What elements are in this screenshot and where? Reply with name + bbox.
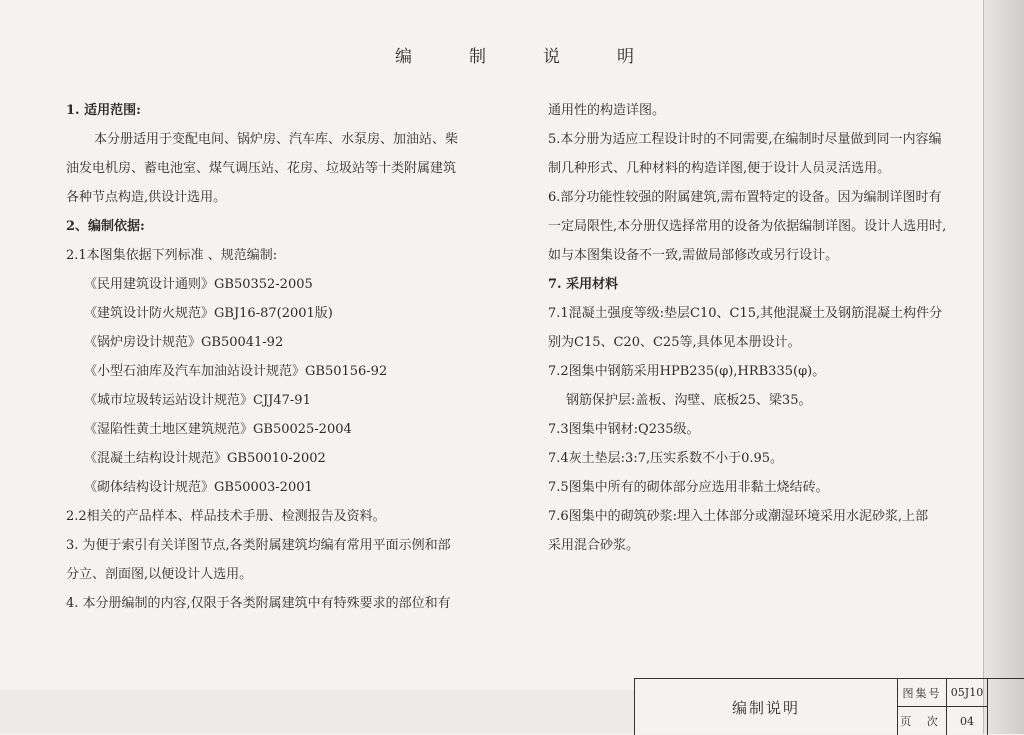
page-number-value: 04 — [947, 707, 988, 735]
page-number-label: 页 次 — [898, 707, 947, 735]
text-line: 4. 本分册编制的内容,仅限于各类附属建筑中有特殊要求的部位和有 — [66, 596, 451, 611]
text-line: 7.2图集中钢筋采用HPB235(φ),HRB335(φ)。 — [548, 364, 826, 379]
text-line: 5.本分册为适应工程设计时的不同需要,在编制时尽量做到同一内容编 — [548, 132, 942, 147]
text-line: 如与本图集设备不一致,需做局部修改或另行设计。 — [548, 248, 839, 263]
text-line: 2.1本图集依据下列标准 、规范编制: — [66, 248, 278, 263]
text-line: 各种节点构造,供设计选用。 — [66, 190, 227, 205]
drawing-name: 编制说明 — [635, 679, 898, 735]
text-line: 别为C15、C20、C25等,具体见本册设计。 — [548, 335, 801, 350]
title-char: 制 — [469, 47, 487, 67]
text-line: 7.6图集中的砌筑砂浆:埋入土体部分或潮湿环境采用水泥砂浆,上部 — [548, 509, 929, 524]
standard-reference: 《砌体结构设计规范》GB50003-2001 — [84, 480, 313, 495]
atlas-number-label: 图集号 — [898, 679, 947, 707]
title-char: 编 — [395, 47, 413, 67]
text-line: 油发电机房、蓄电池室、煤气调压站、花房、垃圾站等十类附属建筑 — [66, 161, 457, 176]
title-char: 明 — [617, 47, 635, 67]
text-line: 6.部分功能性较强的附属建筑,需布置特定的设备。因为编制详图时有 — [548, 190, 942, 205]
standard-reference: 《民用建筑设计通则》GB50352-2005 — [84, 277, 313, 292]
drawing-title-block — [634, 678, 1024, 735]
text-line: 本分册适用于变配电间、锅炉房、汽车库、水泵房、加油站、柴 — [94, 132, 459, 147]
page-binding-edge — [983, 0, 1024, 734]
text-line: 3. 为便于索引有关详图节点,各类附属建筑均编有常用平面示例和部 — [66, 538, 451, 553]
scan-bottom-strip — [0, 690, 634, 734]
text-line: 采用混合砂浆。 — [548, 538, 640, 553]
atlas-number-value: 05J10 — [947, 679, 988, 707]
text-line: 钢筋保护层:盖板、沟壁、底板25、梁35。 — [566, 393, 812, 408]
standard-reference: 《建筑设计防火规范》GBJ16-87(2001版) — [84, 306, 333, 321]
standard-reference: 《混凝土结构设计规范》GB50010-2002 — [84, 451, 326, 466]
title-char: 说 — [543, 47, 561, 67]
section-heading: 1. 适用范围: — [66, 103, 141, 118]
text-line: 2.2相关的产品样本、样品技术手册、检测报告及资料。 — [66, 509, 386, 524]
page-title — [395, 42, 635, 67]
text-line: 7.3图集中钢材:Q235级。 — [548, 422, 700, 437]
text-line: 7.1混凝土强度等级:垫层C10、C15,其他混凝土及钢筋混凝土构件分 — [548, 306, 943, 321]
text-line: 7.5图集中所有的砌体部分应选用非黏土烧结砖。 — [548, 480, 829, 495]
text-line: 制几种形式、几种材料的构造详图,便于设计人员灵活选用。 — [548, 161, 891, 176]
text-line: 一定局限性,本分册仅选择常用的设备为依据编制详图。设计人选用时, — [548, 219, 947, 234]
standard-reference: 《湿陷性黄土地区建筑规范》GB50025-2004 — [84, 422, 352, 437]
text-line: 7.4灰土垫层:3:7,压实系数不小于0.95。 — [548, 451, 784, 466]
left-column — [66, 96, 496, 618]
section-heading: 7. 采用材料 — [548, 277, 619, 292]
standard-reference: 《小型石油库及汽车加油站设计规范》GB50156-92 — [84, 364, 388, 379]
standard-reference: 《城市垃圾转运站设计规范》CJJ47-91 — [84, 393, 311, 408]
text-line: 通用性的构造详图。 — [548, 103, 666, 118]
text-line: 分立、剖面图,以便设计人选用。 — [66, 567, 253, 582]
section-heading: 2、编制依据: — [66, 219, 145, 234]
right-column — [548, 96, 978, 560]
standard-reference: 《锅炉房设计规范》GB50041-92 — [84, 335, 284, 350]
